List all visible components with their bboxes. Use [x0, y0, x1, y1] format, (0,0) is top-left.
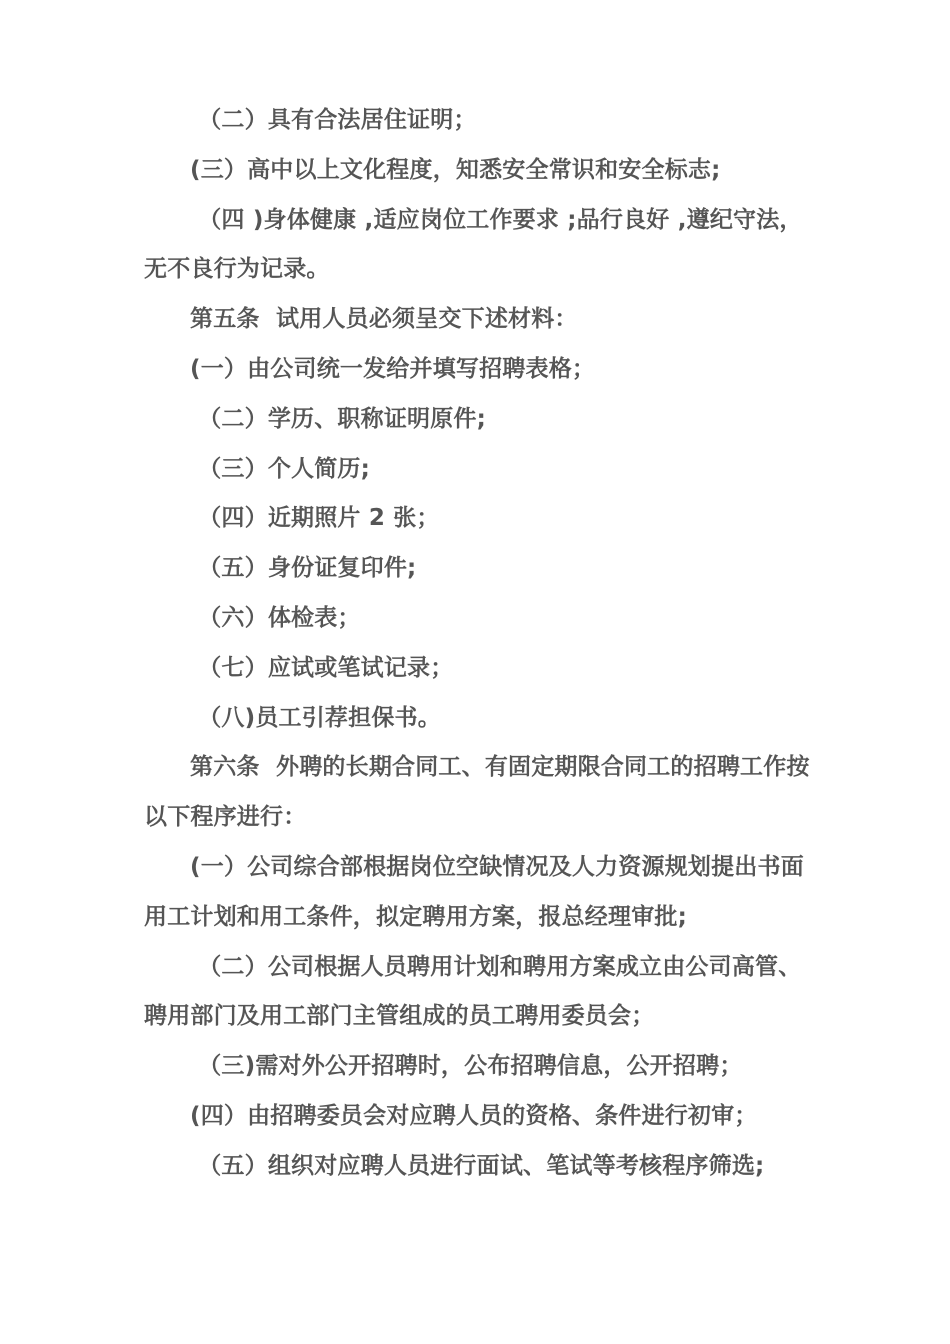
paragraph-step-interview: （五）组织对应聘人员进行面试、笔试等考核程序筛选;	[190, 1152, 765, 1179]
paragraph-item-diploma: （二）学历、职称证明原件;	[190, 405, 487, 432]
paragraph-step-screening: (四）由招聘委员会对应聘人员的资格、条件进行初审；	[190, 1102, 758, 1129]
paragraph-item-id-copy: （五）身份证复印件;	[190, 555, 417, 582]
paragraph-article-6: 第六条 外聘的长期合同工、有固定期限合同工的招聘工作按以下程序进行：	[144, 754, 810, 831]
paragraph-residence-proof: （二）具有合法居住证明；	[190, 107, 477, 133]
document-body	[144, 96, 814, 1192]
paragraph-item-photos: （四）近期照片 2 张；	[190, 505, 440, 532]
paragraph-item-resume: （三）个人简历;	[190, 455, 371, 482]
paragraph-item-exam-record: （七）应试或笔试记录；	[190, 654, 454, 681]
paragraph-health-conduct: （四 )身体健康 ,适应岗位工作要求 ;品行良好 ,遵纪守法，无不良行为记录。	[144, 206, 803, 283]
paragraph-step-committee: （二）公司根据人员聘用计划和聘用方案成立由公司高管、聘用部门及用工部门主管组成的员工聘用委员会；	[144, 953, 802, 1030]
paragraph-item-application-form: (一）由公司统一发给并填写招聘表格；	[190, 355, 596, 382]
paragraph-item-guarantee: （八)员工引荐担保书。	[190, 704, 441, 731]
paragraph-step-plan: (一）公司综合部根据岗位空缺情况及人力资源规划提出书面用工计划和用工条件，拟定聘用方案，报总经理审批;	[144, 853, 804, 930]
paragraph-education-level: (三）高中以上文化程度，知悉安全常识和安全标志;	[190, 156, 721, 183]
paragraph-article-5: 第五条 试用人员必须呈交下述材料：	[190, 306, 578, 333]
paragraph-item-medical-form: （六）体检表；	[190, 604, 361, 631]
paragraph-step-publish: （三)需对外公开招聘时，公布招聘信息，公开招聘；	[190, 1053, 743, 1080]
